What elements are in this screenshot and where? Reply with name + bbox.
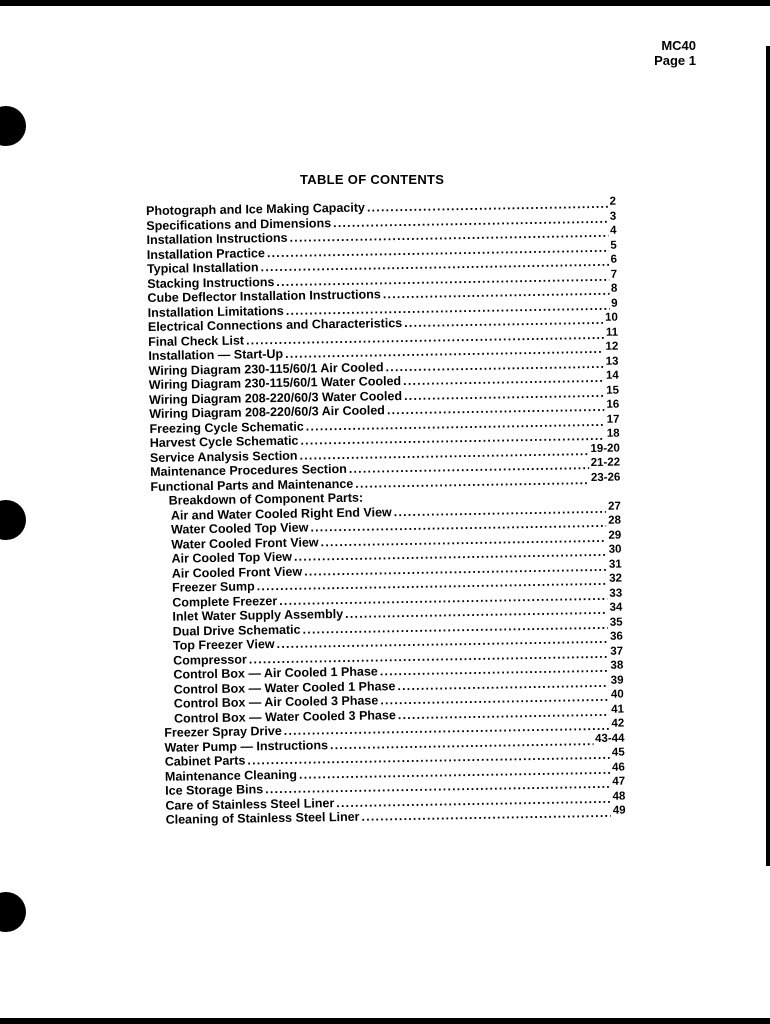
toc-entry-page: 14 <box>605 369 619 382</box>
toc-entry-label: Air Cooled Top View <box>171 549 293 566</box>
document-code: MC40 <box>661 38 696 53</box>
toc-entry-page: 18 <box>606 427 620 440</box>
toc-entry-label: Water Pump — Instructions <box>164 737 329 755</box>
binder-hole-top <box>0 106 26 146</box>
toc-entry-label: Wiring Diagram 208-220/60/3 Water Cooled <box>148 388 403 407</box>
toc-entry-label: Stacking Instructions <box>147 274 275 291</box>
toc-entry-page: 3 <box>609 210 617 223</box>
toc-entry-page: 49 <box>612 804 626 817</box>
toc-entry-page: 2 <box>609 195 617 208</box>
toc-entry-page: 29 <box>608 529 622 542</box>
toc-entry-label: Installation — Start-Up <box>148 346 284 363</box>
toc-entry-label: Control Box — Air Cooled 1 Phase <box>173 664 378 682</box>
toc-entry-page: 34 <box>609 601 623 614</box>
toc-entry-page: 48 <box>612 790 626 803</box>
binder-hole-middle <box>0 500 26 540</box>
page-title: TABLE OF CONTENTS <box>300 172 445 187</box>
toc-entry-page: 36 <box>609 630 623 643</box>
toc-entry-label: Maintenance Procedures Section <box>150 461 347 479</box>
toc-entry-page: 43-44 <box>594 732 625 745</box>
toc-entry-label: Water Cooled Top View <box>171 520 309 537</box>
toc-entry-page: 15 <box>606 384 620 397</box>
toc-entry-label: Installation Practice <box>146 245 265 262</box>
toc-entry-label: Control Box — Air Cooled 3 Phase <box>173 693 379 711</box>
toc-entry-page: 23-26 <box>590 471 621 484</box>
toc-entry-page: 40 <box>610 688 624 701</box>
toc-entry-page: 6 <box>610 253 618 266</box>
toc-entry-page: 8 <box>610 282 618 295</box>
toc-entry-page: 35 <box>609 616 623 629</box>
toc-entry-label: Photograph and Ice Making Capacity <box>146 200 365 218</box>
toc-entry-label: Electrical Connections and Characteristics <box>147 315 403 334</box>
toc-entry-label: Installation Limitations <box>147 303 284 320</box>
toc-entry-page: 47 <box>612 775 626 788</box>
toc-entry-label: Cube Deflector Installation Instructions <box>147 287 381 305</box>
toc-entry-label: Top Freezer View <box>172 637 275 653</box>
toc-entry-page: 4 <box>609 224 617 237</box>
toc-entry-page: 5 <box>610 239 617 252</box>
toc-entry-label: Functional Parts and Maintenance <box>150 476 354 494</box>
toc-entry-label: Harvest Cycle Schematic <box>149 433 299 450</box>
toc-entry-page: 17 <box>606 413 620 426</box>
toc-entry-page: 13 <box>605 355 619 368</box>
binder-hole-bottom <box>0 892 26 932</box>
toc-entry-label: Installation Instructions <box>146 230 288 247</box>
toc-entry-page: 21-22 <box>590 456 621 470</box>
toc-entry-label: Ice Storage Bins <box>165 782 264 798</box>
toc-entry-page: 38 <box>610 659 624 672</box>
page-edge <box>766 46 770 866</box>
toc-entry-label: Wiring Diagram 208-220/60/3 Air Cooled <box>149 403 386 421</box>
toc-entry-page: 19-20 <box>590 442 620 455</box>
toc-entry-page: 16 <box>606 398 620 411</box>
toc-entry-label: Wiring Diagram 230-115/60/1 Air Cooled <box>148 359 384 378</box>
toc-entry-page: 9 <box>611 297 618 310</box>
toc-entry-label: Breakdown of Component Parts: <box>168 490 364 508</box>
toc-entry-label: Cabinet Parts <box>164 753 246 769</box>
dot-leader <box>361 806 611 824</box>
toc-entry-page: 31 <box>608 558 622 571</box>
toc-entry-label: Cleaning of Stainless Steel Liner <box>165 809 360 827</box>
toc-entry-page: 30 <box>608 543 622 556</box>
toc-entry-label: Dual Drive Schematic <box>172 622 301 639</box>
toc-entry-page: 46 <box>612 761 625 774</box>
toc-entry-label: Typical Installation <box>146 260 259 276</box>
toc-entry-label: Inlet Water Supply Assembly <box>172 606 344 624</box>
toc-entry-label: Maintenance Cleaning <box>164 767 298 784</box>
toc-entry-page: 27 <box>607 500 621 513</box>
toc-entry-label: Water Cooled Front View <box>171 534 319 552</box>
toc-entry-label: Compressor <box>173 651 247 668</box>
toc-entry-label: Freezer Spray Drive <box>164 723 282 740</box>
toc-entry-label: Air Cooled Front View <box>171 564 303 581</box>
page-header <box>654 38 696 68</box>
toc-entry-label: Final Check List <box>148 332 245 349</box>
toc-entry-page: 10 <box>604 311 618 324</box>
page-number: Page 1 <box>654 53 696 68</box>
toc-entry-label: Service Analysis Section <box>149 448 298 465</box>
toc-entry-label: Control Box — Water Cooled 3 Phase <box>173 707 396 726</box>
toc-entry-page: 45 <box>611 746 625 759</box>
table-of-contents <box>146 197 626 828</box>
toc-entry-page: 39 <box>610 674 624 687</box>
toc-entry-page: 41 <box>611 703 625 716</box>
toc-entry-page: 32 <box>609 572 623 585</box>
toc-entry-page: 37 <box>610 645 624 658</box>
toc-entry-label: Care of Stainless Steel Liner <box>165 795 335 813</box>
toc-entry-page: 42 <box>611 717 625 730</box>
document-page <box>0 6 770 1018</box>
toc-entry-page: 33 <box>609 587 623 600</box>
toc-entry-label: Freezer Sump <box>171 579 255 595</box>
toc-entry-label: Control Box — Water Cooled 1 Phase <box>173 678 396 697</box>
toc-entry-page: 7 <box>610 268 618 281</box>
toc-entry-label: Air and Water Cooled Right End View <box>170 504 392 523</box>
toc-entry-label: Wiring Diagram 230-115/60/1 Water Cooled <box>148 374 402 392</box>
toc-entry-label: Freezing Cycle Schematic <box>149 419 304 436</box>
toc-entry-label: Specifications and Dimensions <box>146 215 332 233</box>
toc-entry-page: 11 <box>605 326 619 339</box>
toc-entry-page: 28 <box>608 514 622 527</box>
toc-entry-page: 12 <box>605 340 619 353</box>
toc-entry-label: Complete Freezer <box>172 593 278 610</box>
